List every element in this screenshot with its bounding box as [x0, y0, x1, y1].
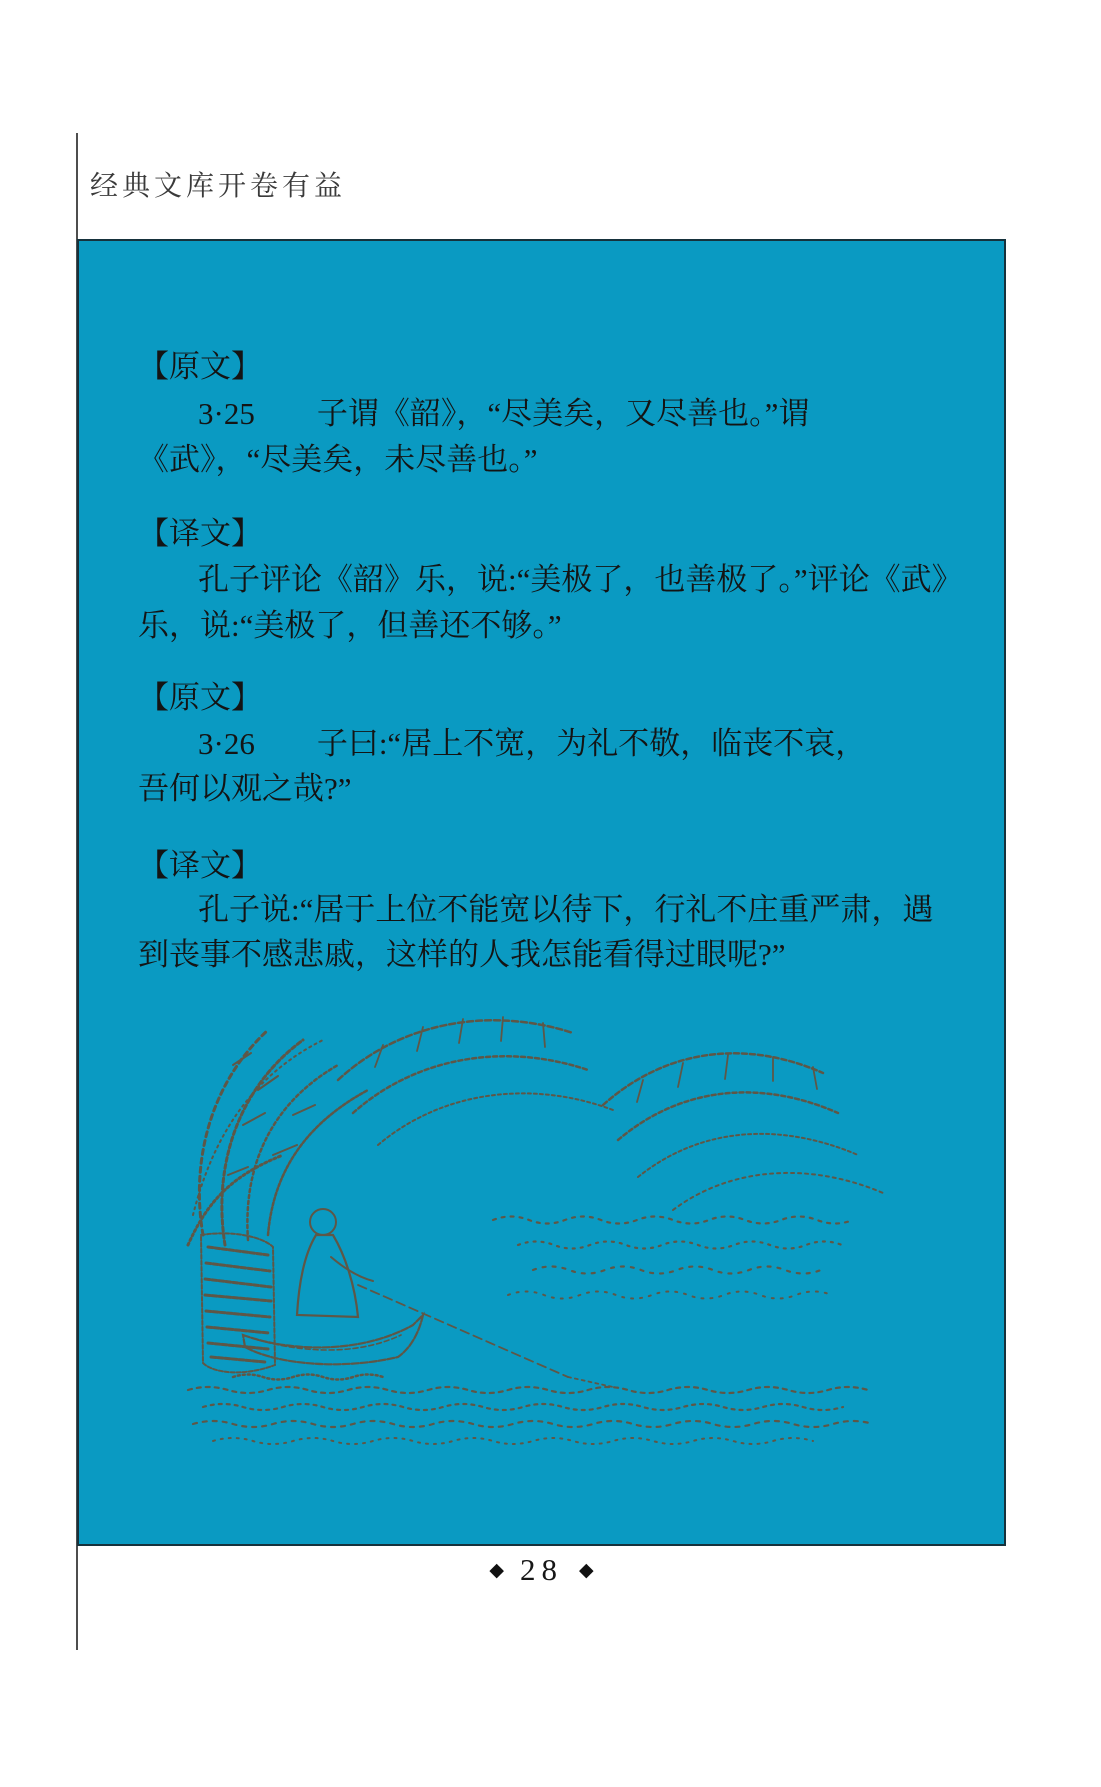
passage-3-26-line-1: 3·26 子曰:“居上不宽，为礼不敬，临丧不哀， [198, 726, 867, 761]
diamond-ornament-right-icon: ◆ [579, 1560, 594, 1581]
diamond-ornament-left-icon: ◆ [489, 1560, 504, 1581]
content-panel [77, 239, 1006, 1546]
passage-3-25-line-1: 3·25 子谓《韶》，“尽美矣，又尽善也。”谓 [198, 396, 810, 431]
page-footer [77, 1552, 1006, 1588]
section-label-original-2: 【原文】 [138, 680, 262, 715]
water-ripples-lower [188, 1375, 873, 1445]
translation-3-26-line-1: 孔子说:“居于上位不能宽以待下，行礼不庄重严肃，遇 [198, 892, 934, 927]
figure-in-boat [297, 1209, 373, 1317]
translation-3-26-line-2: 到丧事不感悲戚，这样的人我怎能看得过眼呢?” [138, 937, 786, 972]
rock-bank [201, 1233, 275, 1372]
page-number: 28 [520, 1552, 563, 1587]
fishing-rod [358, 1285, 613, 1387]
water-ripples-upper [493, 1217, 853, 1299]
foliage-left [188, 1030, 368, 1245]
section-label-original-1: 【原文】 [138, 349, 262, 384]
translation-3-25-line-1: 孔子评论《韶》乐，说:“美极了，也善极了。”评论《武》 [198, 562, 963, 597]
passage-3-25-line-2: 《武》，“尽美矣，未尽善也。” [138, 442, 538, 477]
willow-fronds-right [603, 1053, 883, 1210]
translation-3-25-line-2: 乐，说:“美极了，但善还不够。” [138, 608, 562, 643]
booklet-title: 经典文库开卷有益 [90, 171, 347, 202]
section-label-translation-2: 【译文】 [138, 848, 262, 883]
boat-scene-illustration [173, 985, 903, 1463]
passage-3-26-line-2: 吾何以观之哉?” [138, 771, 352, 806]
section-label-translation-1: 【译文】 [138, 516, 262, 551]
willow-fronds-center [338, 1017, 613, 1145]
boat-hull [243, 1315, 423, 1364]
